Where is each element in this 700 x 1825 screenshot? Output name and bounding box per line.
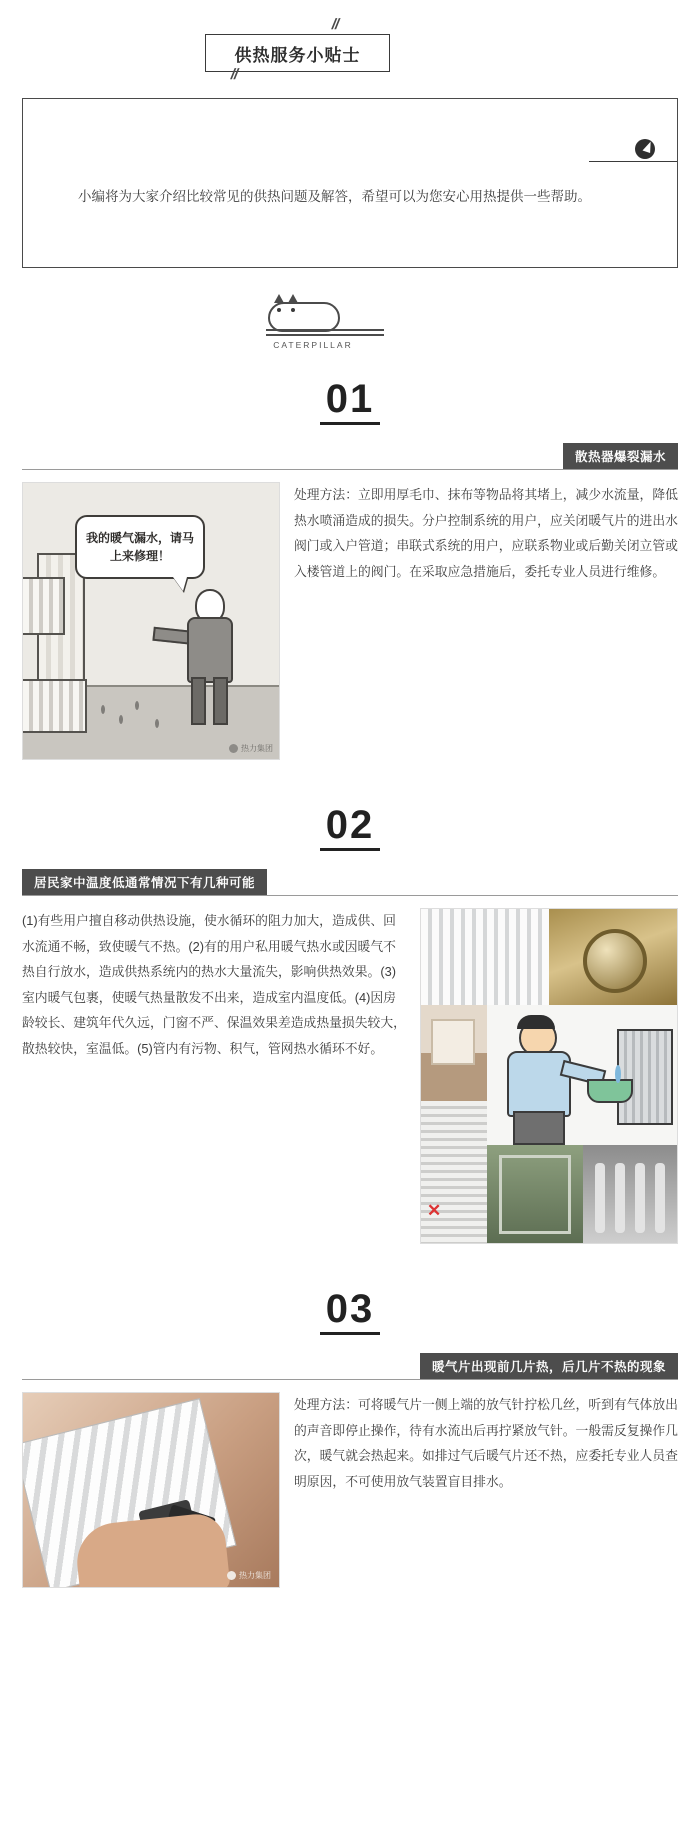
- header: [0, 0, 700, 90]
- photo-pipes: [583, 1145, 678, 1244]
- caterpillar-mascot: [258, 296, 438, 358]
- intro-text: 小编将为大家介绍比较常见的供热问题及解答，希望可以为您安心用热提供一些帮助。: [78, 189, 591, 204]
- illustration-radiator-lower: [23, 679, 87, 733]
- photo-hand-opening-radiator-air-valve: [22, 1392, 280, 1588]
- cursor-pointer-icon: [635, 139, 655, 159]
- illustration-person-leg-left: [191, 677, 206, 725]
- mascot-line-upper: [266, 329, 384, 331]
- illustration-person-body: [187, 617, 233, 683]
- photo-brass-valve: [549, 909, 678, 1005]
- watermark-icon: [227, 1571, 236, 1580]
- mascot-eye-left: [277, 308, 281, 312]
- watermark-text: 热力集团: [241, 744, 273, 753]
- section-01-body: 处理方法：立即用厚毛巾、抹布等物品将其堵上，减少水流量，降低热水喷涌造成的损失。分户控制系统的用户，应关闭暖气片的进出水阀门或入户管道；串联式系统的用户，应联系物业或后勤关闭立管或入楼管道上的阀门。在采取应急措施后，委托专业人员进行维修。: [294, 487, 678, 579]
- slash-decoration-top: //: [330, 16, 341, 33]
- mascot-line-lower: [266, 334, 384, 336]
- slash-decoration-bottom: //: [229, 66, 240, 83]
- mascot-label: CATERPILLAR: [273, 340, 353, 350]
- section-03-divider: [22, 1379, 678, 1380]
- section-03-label-row: [22, 1353, 678, 1379]
- cartoon-basin: [587, 1079, 633, 1103]
- section-number-01: [0, 378, 700, 425]
- mascot-eye-right: [291, 308, 295, 312]
- section-number-value: 01: [320, 378, 381, 425]
- section-02-divider: [22, 895, 678, 896]
- page-title: 供热服务小贴士: [234, 45, 361, 65]
- section-number-value: 03: [320, 1288, 381, 1335]
- watermark: [229, 743, 273, 754]
- intro-box: [22, 98, 678, 268]
- section-02-content: [22, 908, 678, 1244]
- mascot-ear-left: [274, 294, 284, 303]
- cartoon-man-draining-radiator: [487, 1005, 678, 1145]
- watermark-icon: [229, 744, 238, 753]
- section-01: [22, 443, 678, 760]
- photo-radiator: [421, 909, 549, 1008]
- section-number-02: [0, 804, 700, 851]
- spacer: [0, 760, 700, 794]
- section-number-value: 02: [320, 804, 381, 851]
- watermark: [227, 1570, 271, 1581]
- photo-window: [487, 1145, 583, 1244]
- section-02: [22, 869, 678, 1244]
- illustration-radiator-upper: [23, 577, 65, 635]
- illustration-person-leg-right: [213, 677, 228, 725]
- section-01-label-row: [22, 443, 678, 469]
- section-02-label-row: [22, 869, 678, 895]
- watermark-text: 热力集团: [239, 1571, 271, 1580]
- section-02-body: (1)有些用户擅自移动供热设施，使水循环的阻力加大，造成供、回水流通不畅，致使暖气不热。(2)有的用户私用暖气热水或因暖气不热自行放水，造成供热系统内的热水大量流失，影响供热效果。(3)室内暖气包裹，使暖气热量散发不出来，造成室内温度低。(4)因房龄较长、建筑年代久远，门窗不严、保温效果差造成热量损失较大，散热较快，室温低。(5)管内有污物、积气，管网热水循环不好。: [22, 913, 406, 1056]
- spacer: [0, 1244, 700, 1278]
- section-03: [22, 1353, 678, 1588]
- red-x-icon: ✕: [427, 1201, 442, 1220]
- section-01-divider: [22, 469, 678, 470]
- intro-divider: [589, 161, 677, 162]
- mascot-body: [268, 302, 340, 332]
- cartoon-leaking-radiator-illustration: [22, 482, 280, 760]
- spacer: [0, 1588, 700, 1604]
- section-number-03: [0, 1288, 700, 1335]
- cartoon-radiator: [617, 1029, 673, 1125]
- section-01-label: 散热器爆裂漏水: [563, 443, 678, 469]
- section-03-label: 暖气片出现前几片热，后几片不热的现象: [420, 1353, 678, 1379]
- speech-bubble: 我的暖气漏水，请马上来修理！: [75, 515, 205, 579]
- section-03-body: 处理方法：可将暖气片一侧上端的放气针拧松几丝，听到有气体放出的声音即停止操作，待有水流出后再拧紧放气针。一般需反复操作几次，暖气就会热起来。如排过气后暖气片还不热，应委托专业人员查明原因，不可使用放气装置盲目排水。: [294, 1397, 678, 1489]
- section-02-label: 居民家中温度低通常情况下有几种可能: [22, 869, 267, 895]
- photo-room: [421, 1005, 487, 1101]
- cartoon-legs: [513, 1111, 565, 1145]
- section-01-content: [22, 482, 678, 760]
- mascot-illustration: [0, 296, 700, 368]
- section-03-content: [22, 1392, 678, 1588]
- photo-radiator-grille: [421, 1101, 487, 1244]
- cartoon-body: [507, 1051, 571, 1117]
- mascot-ear-right: [288, 294, 298, 303]
- photo-collage-radiator-valve-pipes: [420, 908, 678, 1244]
- cartoon-water-stream: [615, 1065, 621, 1083]
- cartoon-hair: [517, 1015, 555, 1029]
